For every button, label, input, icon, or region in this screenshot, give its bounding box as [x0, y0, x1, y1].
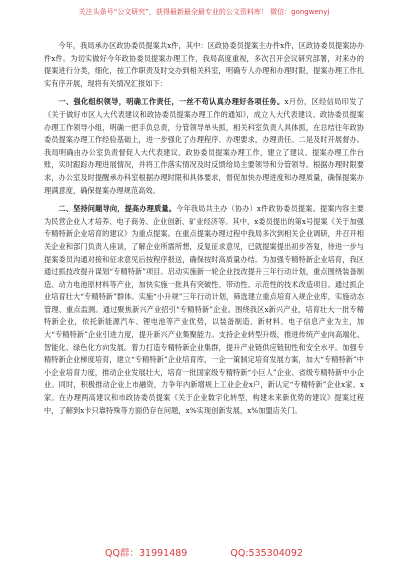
paragraph-body: 今年我局共主办（协办）x件政协委员提案。提案内容主要为民营企业人才培养、电子商务、企业创新、矿业经济等。其中，x委员提出的第x号提案《关于加强专精特新企业培育的建议》为重点提案。在重点提案办理过程中我局多次到相关企业调研，并召开相关企业和部门负责人座谈，了解企业所需所想，反复征求意见，已就提案提出初步答复，待进一步与提案委员沟通对接和征求意见后按程序报送，确保按时高质量办结。为加强专精特新企业培育，我区通过抓技改提升谋划“专精特新”项目。启动实施新一轮企业技改提升三年行动计划，重点围绕装备制造、动力电池原材料等产业，加快实施一批具有突破性、带动性、示范性的技术改造项目。通过抓企业培育壮大“专精特新”群体。实施“小升规”三年行动计划，筛选建立重点培育入规企业库，实施动态管理、重点监测。通过聚焦新兴产业招引“专精特新”企业。围绕我区x新兴产业，培育壮大一批专精特新企业，依托新能源汽车、锂电池等产业优势，以装备制造、新材料、电子信息产业为主，加大“专精特新”企业引进力度，提升新兴产业集聚能力。支持企业转型升级，推进传统产业向高端化、智能化、绿色化方向发展。着力打造专精特新企业集群，提升产业链供应链韧性和安全水平。加强专精特新企业梯度培育，建立“专精特新”企业培育库，一企一策制定培育发展方案，加大“专精特新”中小企业培育力度，推动企业发展壮大，培育一批国家级专精特新“小巨人”企业、省级专精特新中小企业。同时，积极推动企业上市融资，力争年内新增规上工业企业x户，新认定“专精特新”企业x家、x家。在办理两高建议和市政协委员提案《关于企业数字化转型，构建未来新优势的建议》提案过程中，了解到x卡只靠特殊等方面仍存在问题，x%实现创新发展，x%加盟店关门。 [44, 204, 364, 415]
qq-group-label: QQ群：31991489 [105, 548, 188, 559]
qq-label: QQ:535304092 [230, 548, 303, 559]
document-body [44, 40, 364, 419]
paragraph-section-2 [44, 203, 364, 417]
paragraph-body: x月份，区经信局印发了《关于做好市区人大代表建议和政协委员提案办理工作的通知》，成立人大代表建议、政协委员提案办理工作领导小组，明确一把手负总责，分管领导单头抓，相关科室负责人具体抓，在总结往年政协委员提案办理工作经验基础上，进一步强化了办理程序、办理要求，办理责任。二是及时开展督办。我局明确由办公室负责督促人大代表建议、政协委员提案办理工作，建立了建议、提案办理工作台账，实时跟踪办理进展情况，并将工作落实情况及时反馈给局主要领导和分管领导。根据办理时限要求，办公室及时提醒承办科室根据办理时限和具体要求，督促加快办理进度和办理质量，确保提案办理满意度，确保提案办理规范高效。 [44, 97, 364, 195]
section-heading: 一、强化组织领导，明确工作责任，一丝不苟认真办理好各项任务。 [58, 97, 285, 107]
paragraph-intro [44, 40, 364, 90]
section-heading: 二、坚持问题导向，提高办理质量。 [58, 204, 177, 214]
paragraph-section-1 [44, 96, 364, 197]
paragraph-body: 今年，我局承办区政协委员提案共x件，其中：区政协委员提案主办件x件，区政协委员提案协办件x件。为切实做好今年政协委员提案办理工作，我局高度重视，多次召开会议研究部署，对来办的提案进行分类，细化，按工作职责及时交办到相关科室，明确专人办理和办理时限，提案办理工作扎实有序开展，现将有关情况汇报如下： [44, 41, 364, 88]
footer-contacts [0, 548, 408, 560]
header-banner: 关注头条号“公文研究”，获得最新最全最专业的公文资料库！ 微信：gongwenyj [78, 8, 330, 16]
